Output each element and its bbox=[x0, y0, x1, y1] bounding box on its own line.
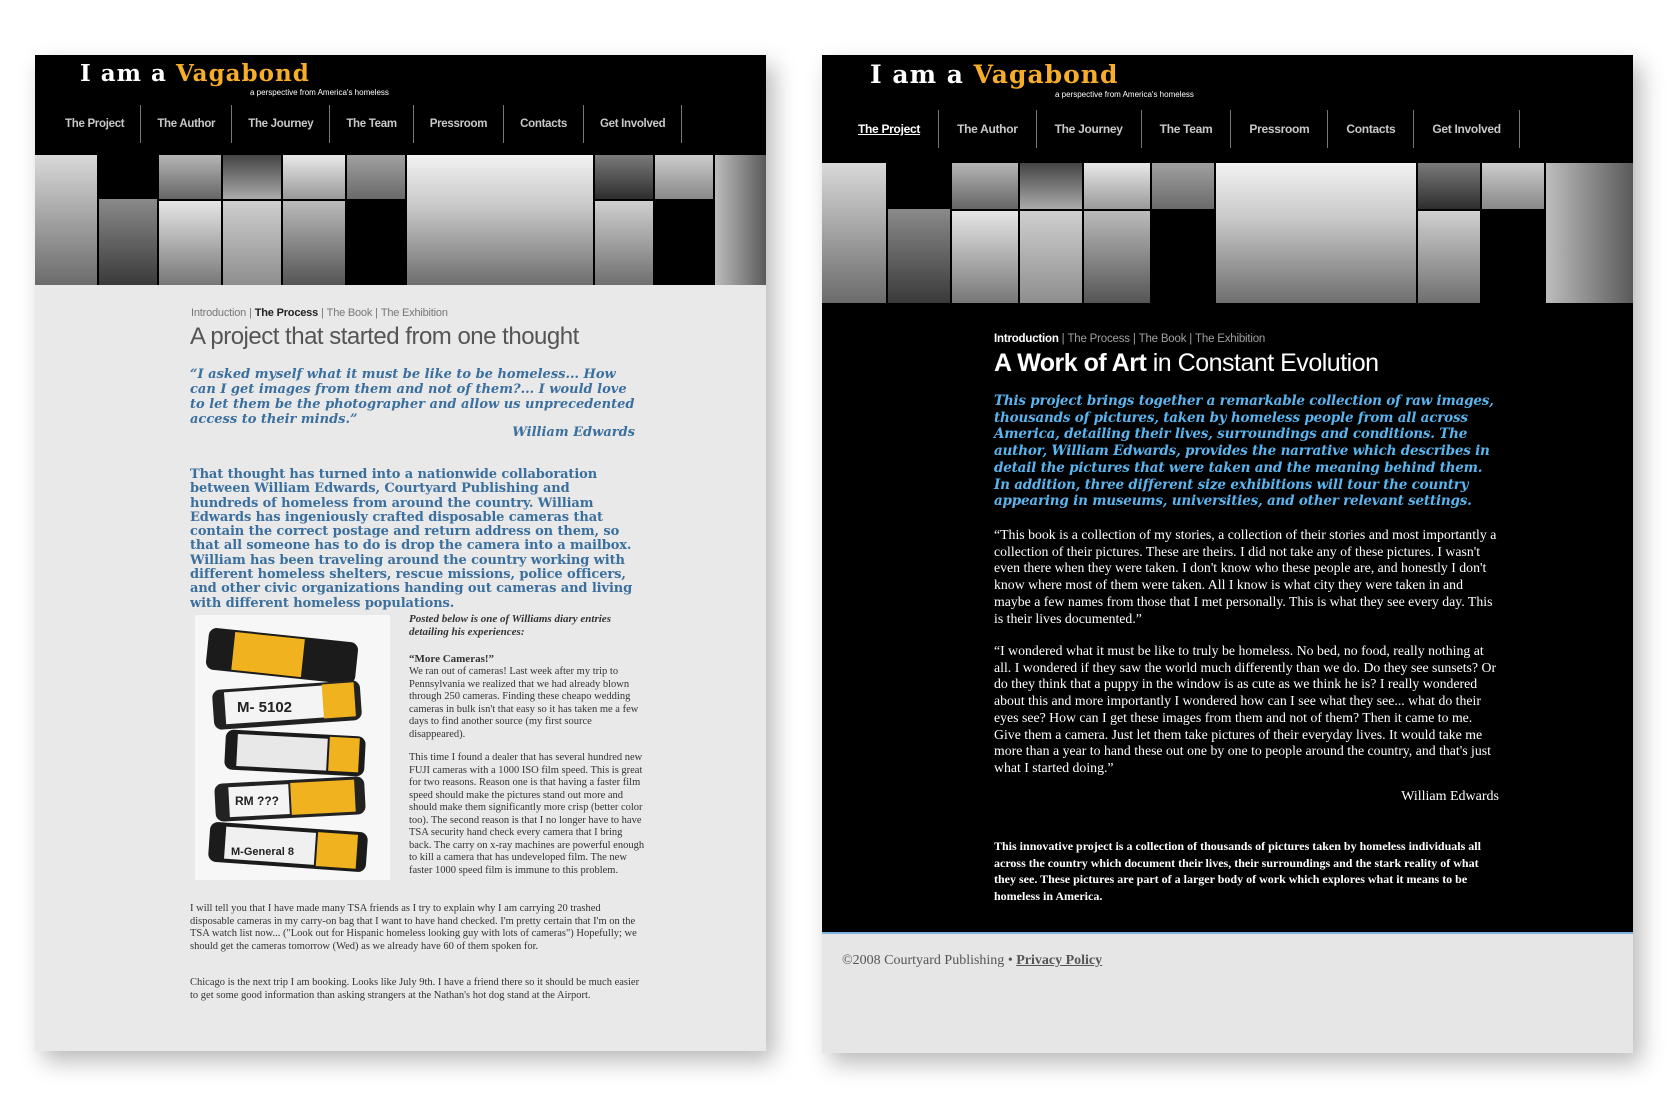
nav-get-involved[interactable]: Get Involved bbox=[1414, 110, 1519, 148]
site-tagline: a perspective from America's homeless bbox=[1055, 90, 1194, 99]
collage-photo bbox=[1418, 211, 1480, 303]
site-header bbox=[35, 55, 766, 155]
main-nav bbox=[840, 110, 1520, 148]
main-nav bbox=[49, 105, 682, 143]
collage-photo bbox=[888, 209, 950, 303]
closing-paragraph: This innovative project is a collection of thousands of pictures taken by homeless individuals all across the country which document their lives, their surroundings and the stark reality of what they see. These pictures are part of a larger body of work which explores what it means to be homeless in America. bbox=[994, 839, 1481, 904]
collage-photo bbox=[283, 155, 345, 199]
author-quote: “This book is a collection of my stories, a collection of their stories and most importantly a collection of their pictures. These are theirs. I did not take any of these pictures. I wasn't even there when they were taken. I don't know who these people are, and honestly I don't know where most of them were taken. All I know is what city they were taken in and maybe a few names from those that I met personally. This is what they see every day. This is their lives documented.” bbox=[994, 527, 1497, 626]
collage-photo bbox=[35, 155, 97, 285]
subnav-introduction[interactable]: Introduction bbox=[994, 333, 1059, 345]
nav-the-author[interactable]: The Author bbox=[939, 110, 1037, 148]
collage-photo bbox=[223, 155, 281, 199]
nav-get-involved[interactable]: Get Involved bbox=[584, 105, 682, 143]
collage-photo bbox=[159, 201, 221, 285]
subnav-the-exhibition[interactable]: The Exhibition bbox=[380, 307, 448, 319]
footer bbox=[822, 932, 1633, 1053]
collage-photo bbox=[1418, 163, 1480, 209]
collage-photo bbox=[655, 155, 713, 199]
subnav-the-book[interactable]: The Book bbox=[326, 307, 373, 319]
collage-photo-rail-road bbox=[1216, 163, 1416, 303]
collage-photo bbox=[822, 163, 886, 303]
author-quote: “I wondered what it must be like to truly be homeless. No bed, no food, really nothing at all. I wondered if they saw the world much differently than we do. Do they see sunsets? Or do they think that a puppy in the window is as cute as we think he is? I really wondered about this and more importantly I wondered how can I see what they see... what do their eyes see? How can I get these images from them and not of them? Then it came to me. Give them a camera. Just let them take pictures of their everyday lives. It would take me more than a year to hand these out one by one to people around the country, and that's just what I started doing.” bbox=[994, 643, 1497, 775]
diary-paragraph: Chicago is the next trip I am booking. Looks like July 9th. I have a friend there so it should be much easier to get some good information than asking strangers at the Nathan's hot dog stand at the Airport. bbox=[190, 977, 640, 1001]
nav-the-team[interactable]: The Team bbox=[1142, 110, 1232, 148]
left-page-screenshot bbox=[35, 55, 766, 1051]
privacy-policy-link[interactable]: Privacy Policy bbox=[1016, 953, 1103, 968]
camera-stack-illustration bbox=[195, 615, 390, 880]
photo-collage-strip bbox=[822, 163, 1633, 303]
nav-the-project[interactable]: The Project bbox=[840, 110, 939, 148]
nav-pressroom[interactable]: Pressroom bbox=[1231, 110, 1328, 148]
collage-photo bbox=[952, 163, 1018, 209]
nav-pressroom[interactable]: Pressroom bbox=[414, 105, 504, 143]
collage-photo bbox=[595, 155, 653, 199]
collage-photo bbox=[952, 211, 1018, 303]
subnav-the-process[interactable]: The Process bbox=[1067, 333, 1130, 345]
collage-photo bbox=[347, 155, 405, 199]
nav-contacts[interactable]: Contacts bbox=[1328, 110, 1414, 148]
subnav-the-book[interactable]: The Book bbox=[1138, 333, 1187, 345]
collage-photo bbox=[595, 201, 653, 285]
right-page-screenshot bbox=[822, 55, 1633, 1053]
sub-nav: Introduction | The Process | The Book | The Exhibition bbox=[191, 307, 448, 319]
nav-the-journey[interactable]: The Journey bbox=[1037, 110, 1142, 148]
camera-label: RM ??? bbox=[235, 794, 279, 808]
nav-the-journey[interactable]: The Journey bbox=[232, 105, 330, 143]
intro-paragraph: That thought has turned into a nationwide collaboration between William Edwards, Courtyard Publishing and hundreds of homeless from around the country. William Edwards has ingeniously crafted disposable cameras that contain the correct postage and return address on them, so that all someone has to do is drop the camera into a mailbox. William has been traveling around the country working with different homeless shelters, rescue missions, police officers, and other civic organizations handing out cameras and living with different homeless populations. bbox=[190, 467, 633, 611]
collage-photo-rail-road bbox=[407, 155, 593, 285]
subnav-the-process[interactable]: The Process bbox=[254, 307, 318, 319]
collage-photo-portrait bbox=[715, 155, 766, 285]
camera-1 bbox=[205, 627, 359, 684]
site-logo[interactable]: I am a Vagabond bbox=[870, 60, 1119, 89]
sub-nav: Introduction | The Process | The Book | The Exhibition bbox=[994, 333, 1266, 345]
collage-photo bbox=[1020, 211, 1082, 303]
collage-photo bbox=[1482, 163, 1544, 209]
quote-author: William Edwards bbox=[512, 425, 635, 440]
diary-intro: Posted below is one of Williams diary entries detailing his experiences: bbox=[409, 613, 611, 638]
footer-text: ©2008 Courtyard Publishing • Privacy Policy bbox=[842, 953, 1103, 968]
collage-photo bbox=[223, 201, 281, 285]
nav-the-team[interactable]: The Team bbox=[330, 105, 413, 143]
collage-photo bbox=[159, 155, 221, 199]
collage-photo bbox=[283, 201, 345, 285]
collage-photo bbox=[1020, 163, 1082, 209]
page-title: A project that started from one thought bbox=[190, 323, 579, 350]
nav-contacts[interactable]: Contacts bbox=[504, 105, 584, 143]
subnav-the-exhibition[interactable]: The Exhibition bbox=[1195, 333, 1266, 345]
collage-photo bbox=[99, 199, 157, 285]
page-title: A Work of Art in Constant Evolution bbox=[994, 349, 1379, 377]
collage-photo-portrait bbox=[1546, 163, 1633, 303]
collage-photo bbox=[1084, 163, 1150, 209]
collage-photo bbox=[1152, 163, 1214, 209]
site-header bbox=[822, 55, 1633, 163]
camera-label: M-General 8 bbox=[231, 846, 294, 858]
diary-paragraph: We ran out of cameras! Last week after my trip to Pennsylvania we realized that we had already blown through 250 cameras. Finding these cheapo wedding cameras in bulk isn't that easy so it has taken me a few days to find another source (my first source disappeared). bbox=[409, 666, 639, 740]
lead-paragraph: This project brings together a remarkable collection of raw images, thousands of pictures, taken by homeless people from all across America, detailing their lives, surroundings and conditions. The author, William Edwards, provides the narrative which describes in detail the pictures that were taken and the meaning behind them. In addition, three different size exhibitions will tour the country appearing in museums, universities, and other relevant settings. bbox=[994, 393, 1494, 510]
photo-collage-strip bbox=[35, 155, 766, 285]
subnav-introduction[interactable]: Introduction bbox=[191, 307, 247, 319]
nav-the-author[interactable]: The Author bbox=[141, 105, 232, 143]
camera-3 bbox=[224, 729, 366, 776]
diary-paragraph: This time I found a dealer that has several hundred new FUJI cameras with a 1000 ISO film speed. This is great for two reasons. Reason one is that having a faster film speed should make the pictures stand out more and should make them significantly more crisp (better color too). The second reason is that I no longer have to have TSA security hand check every camera that I bring back. The carry on x-ray machines are powerful enough to kill a camera that has undeveloped film. The new faster 1000 speed film is immune to this problem. bbox=[409, 752, 645, 876]
disposable-cameras-photo bbox=[195, 615, 390, 880]
intro-quote: “I asked myself what it must be like to be homeless... How can I get images from them and not of them?... I would love to let them be the photographer and allow us unprecedented access to their minds.” bbox=[190, 367, 635, 427]
quote-author: William Edwards bbox=[1401, 789, 1499, 804]
diary-heading: “More Cameras!” bbox=[409, 653, 495, 665]
footer-copyright: ©2008 Courtyard Publishing bbox=[842, 953, 1005, 968]
camera-label: M- 5102 bbox=[237, 699, 293, 716]
site-tagline: a perspective from America's homeless bbox=[250, 88, 389, 97]
nav-the-project[interactable]: The Project bbox=[49, 105, 141, 143]
site-logo[interactable]: I am a Vagabond bbox=[80, 60, 310, 87]
diary-paragraph: I will tell you that I have made many TSA friends as I try to explain why I am carrying 20 trashed disposable cameras in my carry-on bag that I want to have hand checked. I'm pretty certain that I'm on the TSA watch list now... ("Look out for Hispanic homeless looking guy with lots of cameras") Hopefully; we should get the cameras tomorrow (Wed) as we already have 60 of them spoken for. bbox=[190, 903, 637, 952]
collage-photo bbox=[1084, 211, 1150, 303]
